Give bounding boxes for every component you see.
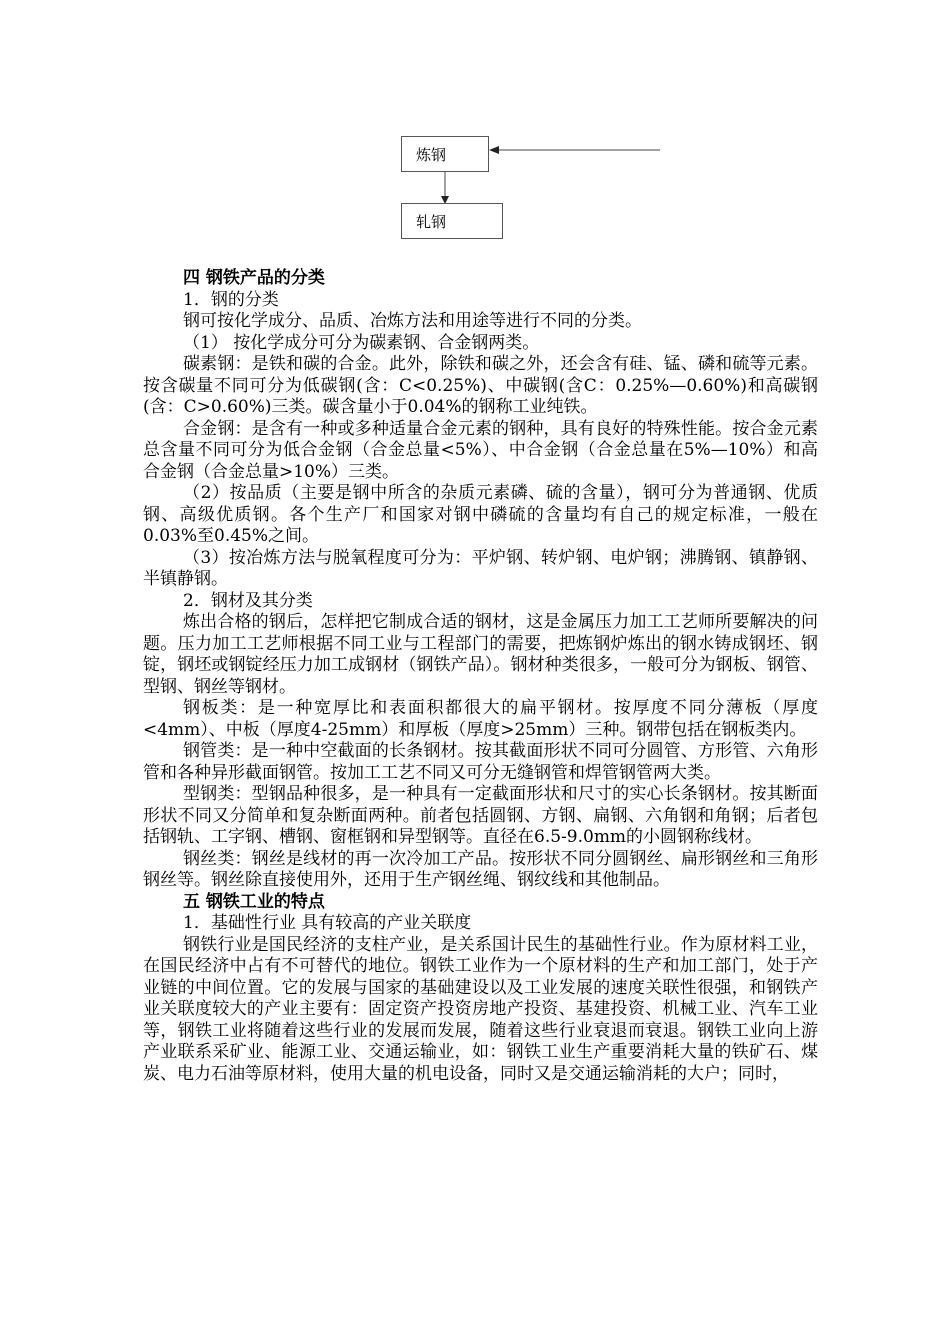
incoming-arrowhead [489, 146, 499, 154]
paragraph: 碳素钢：是铁和碳的合金。此外，除铁和碳之外，还会含有硅、锰、磷和硫等元素。按含碳量不同可分为低碳钢(含：C<0.25%)、中碳钢(含C：0.25%—0.60%)和高碳钢(含：C>0.60%)三类。碳含量小于0.04%的钢称工业纯铁。 [143, 354, 818, 417]
flow-box-smelting-label: 炼钢 [416, 146, 447, 164]
paragraph: 钢管类：是一种中空截面的长条钢材。按其截面形状不同可分圆管、方形管、六角形管和各种异形截面钢管。按加工工艺不同又可分无缝钢管和焊管钢管两大类。 [143, 741, 818, 783]
paragraph: 钢丝类：钢丝是线材的再一次冷加工产品。按形状不同分圆钢丝、扁形钢丝和三角形钢丝等。钢丝除直接使用外，还用于生产钢丝绳、钢纹线和其他制品。 [143, 848, 818, 890]
paragraph: 合金钢：是含有一种或多种适量合金元素的钢种，具有良好的特殊性能。按合金元素总含量不同可分为低合金钢（合金总量<5%）、中合金钢（合金总量在5%—10%）和高合金钢（合金总量>10%）三类。 [143, 418, 818, 482]
paragraph: 钢铁行业是国民经济的支柱产业，是关系国计民生的基础性行业。作为原材料工业，在国民经济中占有不可替代的地位。钢铁工业作为一个原材料的生产和加工部门，处于产业链的中间位置。它的发展与国家的基础建设以及工业发展的速度关联性很强，和钢铁产业关联度较大的产业主要有：固定资产投资房地产投资、基建投资、机械工业、汽车工业等，钢铁工业将随着这些行业的发展而发展，随着这些行业衰退而衰退。钢铁工业向上游产业联系采矿业、能源工业、交通运输业，如：钢铁工业生产重要消耗大量的铁矿石、煤炭、电力石油等原材料，使用大量的机电设备，同时又是交通运输消耗的大户；同时， [143, 934, 818, 1084]
section-4-heading: 四 钢铁产品的分类 [183, 268, 325, 288]
paragraph: （3）按冶炼方法与脱氧程度可分为：平炉钢、转炉钢、电炉钢；沸腾钢、镇静钢、半镇静钢。 [143, 547, 818, 589]
document-body [143, 268, 818, 1085]
flow-box-rolling-label: 轧钢 [416, 213, 447, 231]
subsection-5-1-heading: 1．基础性行业 具有较高的产业关联度 [183, 913, 472, 933]
paragraph: （1） 按化学成分可分为碳素钢、合金钢两类。 [183, 332, 540, 353]
paragraph: 型钢类：型钢品种很多，是一种具有一定截面形状和尺寸的实心长条钢材。按其断面形状不同又分简单和复杂断面两种。前者包括圆钢、方钢、扁钢、六角钢和角钢；后者包括钢轨、工字钢、槽钢、窗框钢和异型钢等。直径在6.5-9.0mm的小圆钢称线材。 [143, 784, 818, 847]
paragraph: （2）按品质（主要是钢中所含的杂质元素磷、硫的含量），钢可分为普通钢、优质钢、高级优质钢。各个生产厂和国家对钢中磷硫的含量均有自己的规定标准，一般在0.03%至0.45%之间。 [143, 483, 818, 546]
subsection-4-2-heading: 2．钢材及其分类 [183, 590, 313, 611]
flow-box-rolling [401, 203, 503, 239]
paragraph: 炼出合格的钢后，怎样把它制成合适的钢材，这是金属压力加工工艺师所要解决的问题。压力加工工艺师根据不同工业与工程部门的需要，把炼钢炉炼出的钢水铸成钢坯、钢锭，钢坯或钢锭经压力加工成钢材（钢铁产品）。钢材种类很多，一般可分为钢板、钢管、型钢、钢丝等钢材。 [143, 612, 818, 697]
subsection-4-1-heading: 1．钢的分类 [183, 289, 279, 310]
paragraph: 钢板类：是一种宽厚比和表面积都很大的扁平钢材。按厚度不同分薄板（厚度<4mm）、中板（厚度4-25mm）和厚板（厚度>25mm）三种。钢带包括在钢板类内。 [143, 698, 818, 740]
section-5-heading: 五 钢铁工业的特点 [183, 891, 325, 912]
flow-box-smelting [401, 136, 489, 172]
paragraph: 钢可按化学成分、品质、冶炼方法和用途等进行不同的分类。 [183, 311, 642, 331]
